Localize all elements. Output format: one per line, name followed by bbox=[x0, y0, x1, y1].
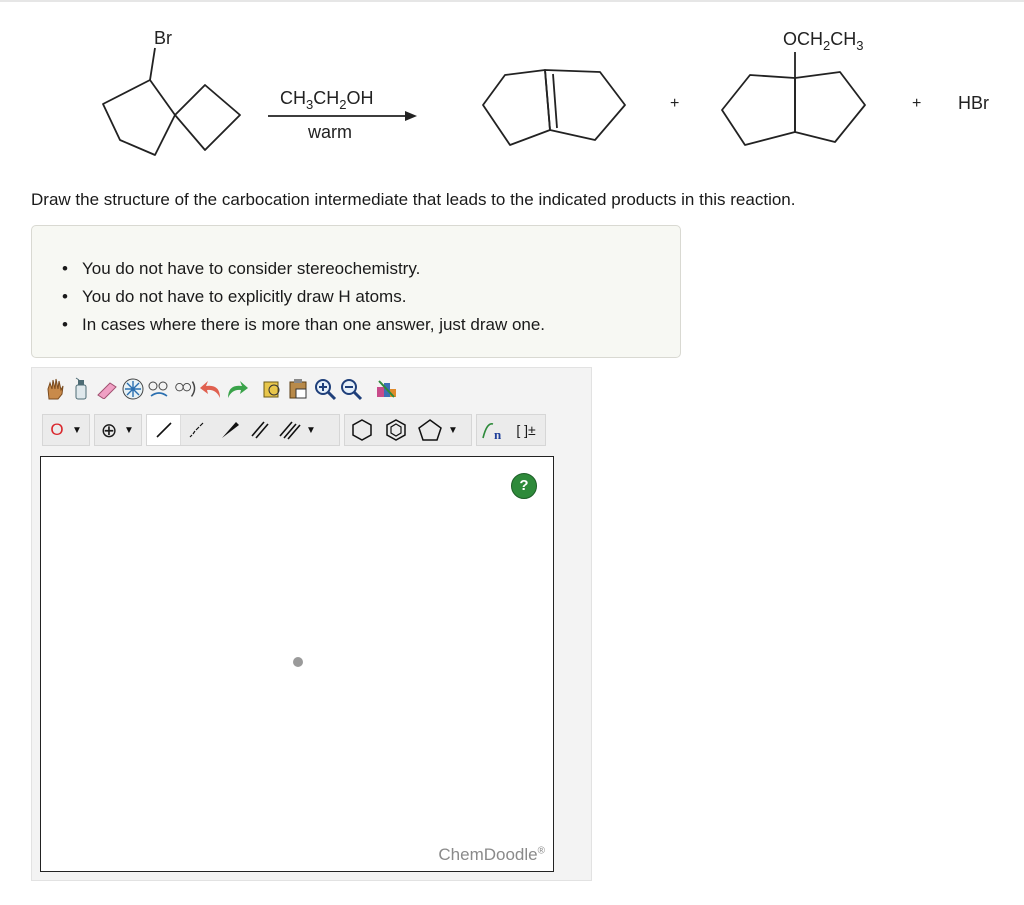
cursor-dot bbox=[293, 657, 303, 667]
cyclopentane-icon[interactable] bbox=[413, 415, 447, 445]
drawing-canvas[interactable] bbox=[40, 456, 554, 872]
help-button[interactable]: ? bbox=[511, 473, 537, 499]
chemdoodle-logo: ChemDoodle® bbox=[438, 845, 545, 864]
hint-item: • In cases where there is more than one answer, just draw one. bbox=[82, 311, 545, 339]
product1-structure bbox=[483, 70, 625, 145]
reactant-substituent: Br bbox=[154, 28, 172, 48]
charge-selector[interactable] bbox=[94, 414, 142, 446]
paste-icon[interactable] bbox=[286, 374, 312, 404]
toolbar-row-2 bbox=[42, 413, 550, 447]
copy-icon[interactable] bbox=[260, 374, 286, 404]
flip-icon[interactable] bbox=[146, 374, 172, 404]
byproduct: HBr bbox=[958, 93, 989, 113]
double-bond-icon[interactable] bbox=[245, 415, 275, 445]
redo-icon[interactable] bbox=[224, 374, 250, 404]
product2-substituent: $OCH_2CH_3$ bbox=[783, 29, 864, 53]
chevron-down-icon[interactable]: ▼ bbox=[448, 424, 458, 436]
product2-structure bbox=[722, 52, 865, 145]
reagent-formula: $CH_3CH_2OH$ bbox=[280, 88, 374, 112]
chevron-down-icon: ▼ bbox=[124, 424, 134, 436]
reaction-condition: warm bbox=[308, 122, 352, 142]
toolbar-row-1 bbox=[42, 372, 400, 406]
zoom-out-icon[interactable] bbox=[338, 374, 364, 404]
repeat-unit-icon[interactable] bbox=[477, 415, 509, 445]
hand-icon[interactable] bbox=[42, 374, 68, 404]
plus-sign: + bbox=[670, 95, 680, 112]
charge-label: ⊕ bbox=[100, 419, 118, 442]
ring-tools bbox=[344, 414, 472, 446]
plus-sign: + bbox=[912, 95, 922, 112]
benzene-icon[interactable] bbox=[379, 415, 413, 445]
rotate-icon[interactable] bbox=[172, 374, 198, 404]
wedge-bond-icon[interactable] bbox=[215, 415, 245, 445]
hint-item: • You do not have to consider stereochemistry. bbox=[82, 255, 545, 283]
cyclohexane-icon[interactable] bbox=[345, 415, 379, 445]
chevron-down-icon[interactable]: ▼ bbox=[306, 424, 316, 436]
chevron-down-icon: ▼ bbox=[72, 424, 82, 436]
triple-bond-icon[interactable] bbox=[275, 415, 305, 445]
element-label: O bbox=[50, 420, 64, 439]
hint-item: • You do not have to explicitly draw H atoms. bbox=[82, 283, 545, 311]
undo-icon[interactable] bbox=[198, 374, 224, 404]
bond-tools bbox=[146, 414, 340, 446]
query-icon[interactable] bbox=[374, 374, 400, 404]
reaction-scheme bbox=[0, 0, 1024, 180]
svg-text:n: n bbox=[494, 427, 502, 442]
bracket-icon[interactable] bbox=[509, 415, 543, 445]
hashed-bond-icon[interactable] bbox=[181, 415, 215, 445]
chemdoodle-sketcher bbox=[31, 367, 592, 881]
bracket-label: [ ]± bbox=[516, 422, 536, 438]
sgroup-tools bbox=[476, 414, 546, 446]
clear-icon[interactable] bbox=[68, 374, 94, 404]
question-text: Draw the structure of the carbocation intermediate that leads to the indicated products in this reaction. bbox=[31, 190, 796, 209]
reactant-structure bbox=[103, 48, 240, 155]
element-selector[interactable] bbox=[42, 414, 90, 446]
single-bond-icon[interactable] bbox=[147, 415, 181, 445]
zoom-in-icon[interactable] bbox=[312, 374, 338, 404]
eraser-icon[interactable] bbox=[94, 374, 120, 404]
center-icon[interactable] bbox=[120, 374, 146, 404]
hint-box bbox=[31, 225, 681, 358]
